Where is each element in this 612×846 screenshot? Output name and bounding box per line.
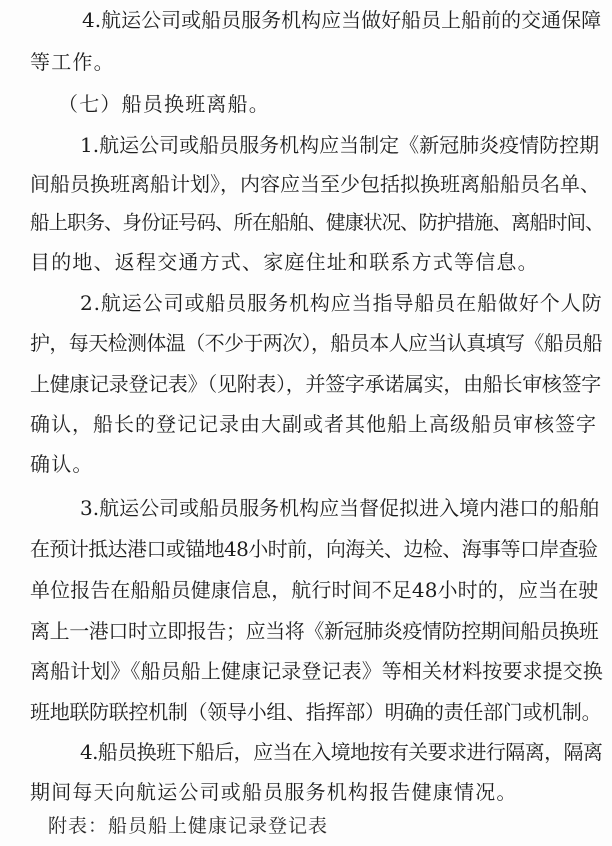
paragraph-line-13: 3.航运公司或船员服务机构应当督促拟进入境内港口的船舶 — [80, 496, 600, 520]
paragraph-line-7: 目的地、返程交通方式、家庭住址和联系方式等信息。 — [30, 250, 539, 274]
paragraph-line-9: 护，每天检测体温（不少于两次），船员本人应当认真填写《船员船 — [30, 331, 602, 355]
paragraph-line-12: 确认。 — [30, 452, 94, 476]
paragraph-line-2: 等工作。 — [30, 50, 115, 74]
paragraph-line-20: 期间每天向航运公司或船员服务机构报告健康情况。 — [30, 780, 518, 804]
paragraph-line-5: 间船员换班离船计划》，内容应当至少包括拟换班离船船员名单、 — [30, 172, 600, 196]
paragraph-line-11: 确认，船长的登记记录由大副或者其他船上高级船员审核签字 — [30, 412, 597, 436]
paragraph-line-16: 离上一港口时立即报告；应当将《新冠肺炎疫情防控期间船员换班 — [30, 619, 599, 643]
paragraph-line-15: 单位报告在船船员健康信息，航行时间不足48小时的，应当在驶 — [30, 578, 599, 602]
paragraph-line-10: 上健康记录登记表》（见附表），并签字承诺属实，由船长审核签字 — [30, 372, 601, 396]
section-heading: （七）船员换班离船。 — [58, 92, 270, 116]
paragraph-line-14: 在预计抵达港口或锚地48小时前，向海关、边检、海事等口岸查验 — [30, 537, 598, 561]
paragraph-line-19: 4.船员换班下船后，应当在入境地按有关要求进行隔离，隔离 — [80, 740, 603, 764]
paragraph-line-1: 4.航运公司或船员服务机构应当做好船员上船前的交通保障 — [82, 8, 602, 32]
paragraph-line-17: 离船计划》《船员船上健康记录登记表》等相关材料按要求提交换 — [30, 659, 603, 683]
paragraph-line-18: 班地联防联控机制（领导小组、指挥部）明确的责任部门或机制。 — [30, 700, 602, 724]
paragraph-line-8: 2.航运公司或船员服务机构应当指导船员在船做好个人防 — [80, 291, 603, 315]
paragraph-line-6: 船上职务、身份证号码、所在船舶、健康状况、防护措施、离船时间、 — [30, 211, 604, 234]
paragraph-line-4: 1.航运公司或船员服务机构应当制定《新冠肺炎疫情防控期 — [80, 133, 600, 157]
attachment-note: 附表：船员船上健康记录登记表 — [48, 815, 329, 837]
